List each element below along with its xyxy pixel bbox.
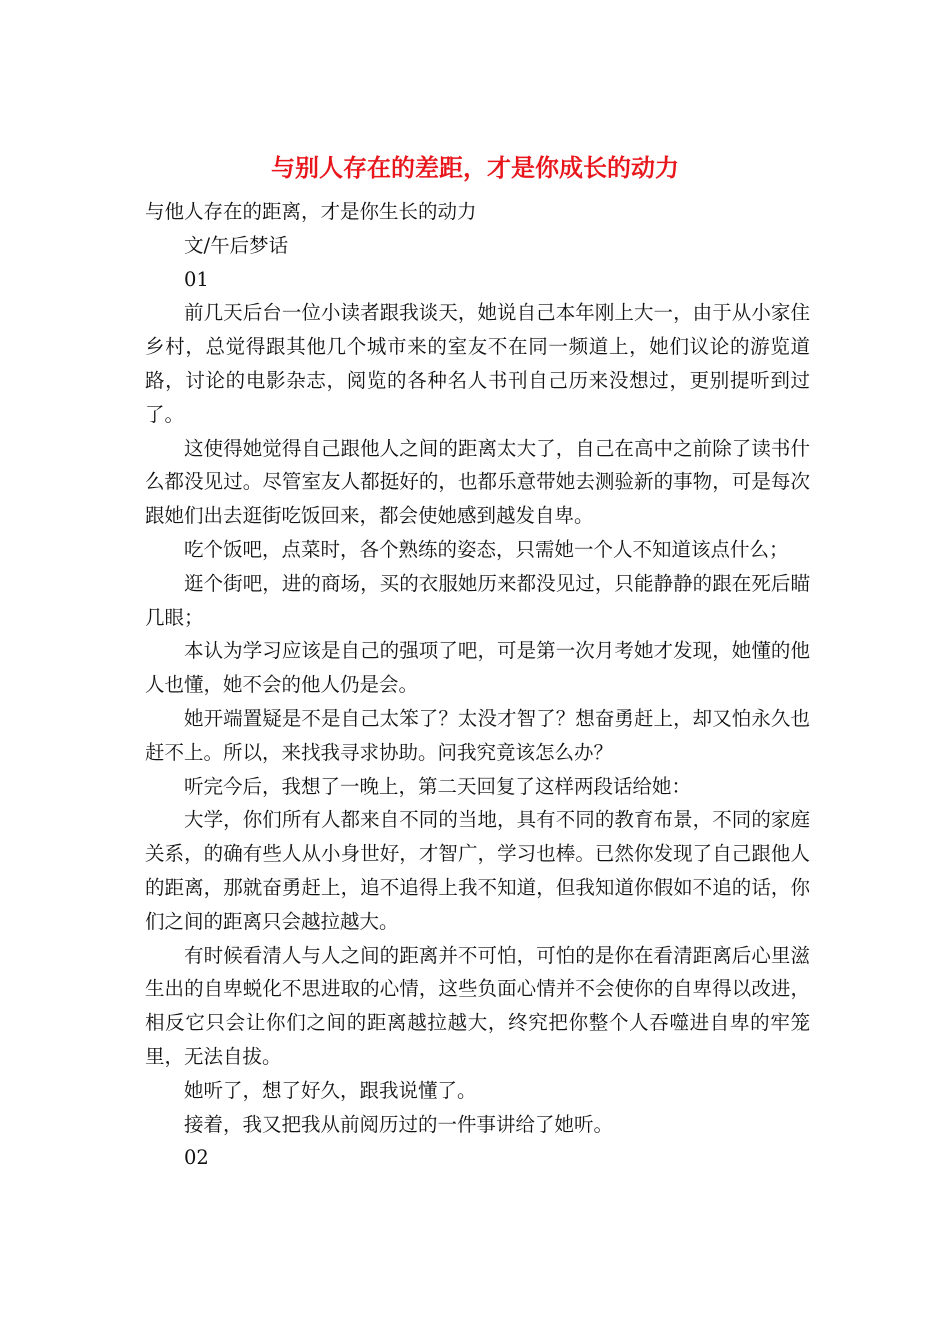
paragraph: 吃个饭吧，点菜时，各个熟练的姿态，只需她一个人不知道该点什么； <box>184 537 789 561</box>
paragraph: 她开端置疑是不是自己太笨了？太没才智了？想奋勇赶上，却又怕永久也赶不上。所以，来找我寻求协助。问我究竟该怎么办？ <box>145 706 810 764</box>
subtitle: 与他人存在的距离，才是你生长的动力 <box>145 200 477 223</box>
section-number: 02 <box>184 1146 209 1170</box>
paragraph: 本认为学习应该是自己的强项了吧，可是第一次月考她才发现，她懂的他人也懂，她不会的他人仍是会。 <box>145 639 810 697</box>
document-body <box>145 195 810 1175</box>
paragraph: 前几天后台一位小读者跟我谈天，她说自己本年刚上大一，由于从小家住乡村，总觉得跟其他几个城市来的室友不在同一频道上，她们议论的游览道路，讨论的电影杂志，阅览的各种名人书刊自己历来没想过，更别提听到过了。 <box>145 301 810 426</box>
section-number: 01 <box>184 267 209 291</box>
byline: 文/午后梦话 <box>184 233 289 257</box>
paragraph: 接着，我又把我从前阅历过的一件事讲给了她听。 <box>184 1112 614 1136</box>
paragraph: 有时候看清人与人之间的距离并不可怕，可怕的是你在看清距离后心里滋生出的自卑蜕化不思进取的心情，这些负面心情并不会使你的自卑得以改进，相反它只会让你们之间的距离越拉越大，终究把你整个人吞噬进自卑的牢笼里，无法自拔。 <box>145 943 810 1068</box>
paragraph: 这使得她觉得自己跟他人之间的距离太大了，自己在高中之前除了读书什么都没见过。尽管室友人都挺好的，也都乐意带她去测验新的事物，可是每次跟她们出去逛街吃饭回来，都会使她感到越发自卑。 <box>145 436 810 528</box>
document-title: 与别人存在的差距，才是你成长的动力 <box>271 153 679 182</box>
paragraph: 逛个街吧，进的商场，买的衣服她历来都没见过，只能静静的跟在死后瞄几眼； <box>145 571 810 629</box>
paragraph: 她听了，想了好久，跟我说懂了。 <box>184 1078 477 1102</box>
paragraph: 大学，你们所有人都来自不同的当地，具有不同的教育布景，不同的家庭关系，的确有些人从小身世好，才智广，学习也棒。已然你发现了自己跟他人的距离，那就奋勇赶上，追不追得上我不知道，但我知道你假如不追的话，你们之间的距离只会越拉越大。 <box>145 808 810 933</box>
paragraph: 听完今后，我想了一晚上，第二天回复了这样两段话给她： <box>184 774 692 798</box>
